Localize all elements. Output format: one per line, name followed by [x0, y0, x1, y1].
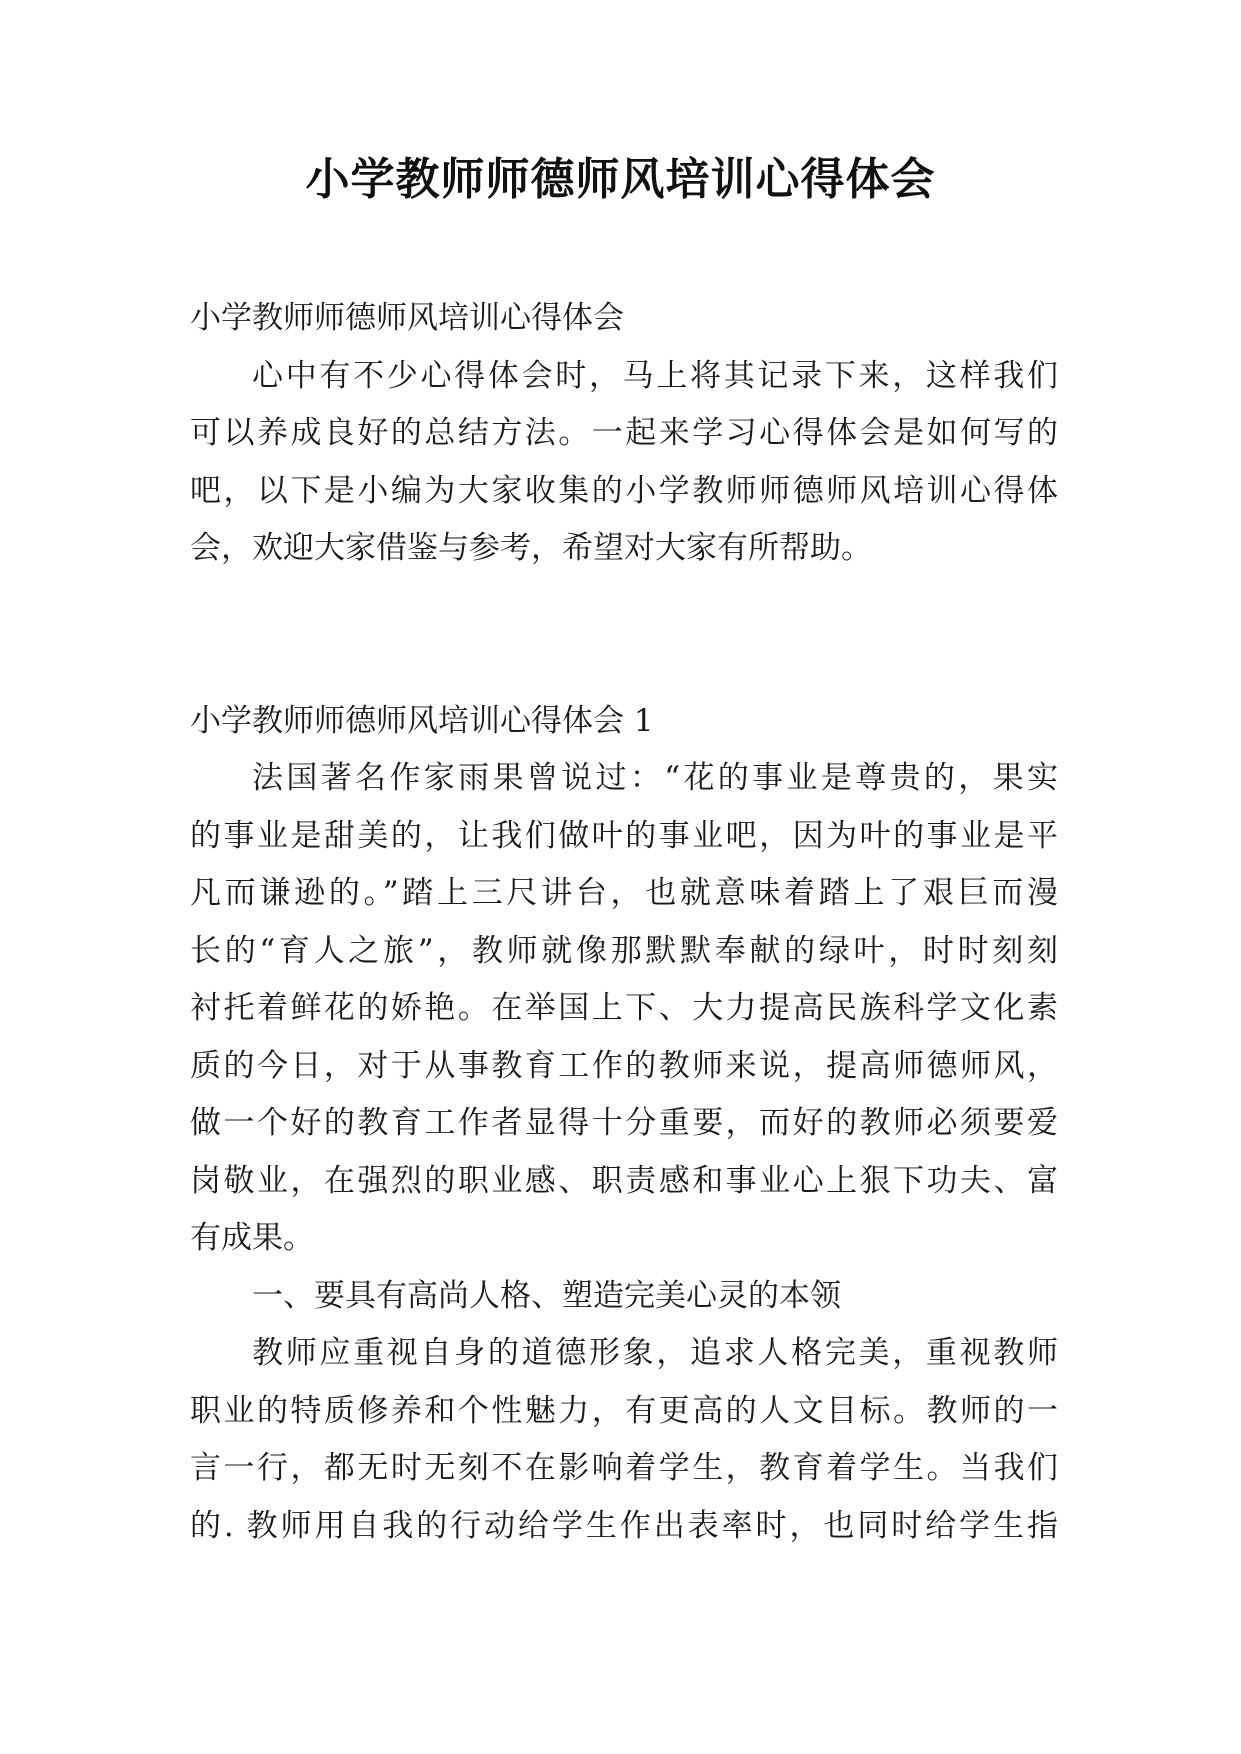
- paragraph-line: 法国著名作家雨果曾说过：“花的事业是尊贵的，果实: [252, 760, 1058, 796]
- intro-heading: 小学教师师德师风培训心得体会: [190, 300, 624, 336]
- section-paragraph-1: [190, 750, 1058, 1268]
- paragraph-line: 教师应重视自身的道德形象，追求人格完美，重视教师: [252, 1335, 1058, 1371]
- paragraph-line: 心中有不少心得体会时，马上将其记录下来，这样我们: [252, 357, 1058, 394]
- paragraph-line: 做一个好的教育工作者显得十分重要，而好的教师必须要爱: [190, 1105, 1058, 1141]
- paragraph-line: 的. 教师用自我的行动给学生作出表率时，也同时给学生指: [190, 1507, 1058, 1544]
- paragraph-line: 长的“育人之旅”，教师就像那默默奉献的绿叶，时时刻刻: [190, 932, 1058, 969]
- paragraph-line: 衬托着鲜花的娇艳。在举国上下、大力提高民族科学文化素: [190, 990, 1058, 1026]
- paragraph-line: 质的今日，对于从事教育工作的教师来说，提高师德师风，: [190, 1047, 1058, 1084]
- paragraph-line: 言一行，都无时无刻不在影响着学生，教育着学生。当我们: [190, 1450, 1058, 1486]
- paragraph-line: 凡而谦逊的。”踏上三尺讲台，也就意味着踏上了艰巨而漫: [190, 875, 1058, 911]
- section-heading: 小学教师师德师风培训心得体会 1: [190, 702, 654, 739]
- section-paragraph-2: [190, 1325, 1058, 1555]
- section-spacer: [190, 578, 1058, 693]
- intro-paragraph: [190, 348, 1058, 578]
- paragraph-line: 岗敬业，在强烈的职业感、职责感和事业心上狠下功夫、富: [190, 1162, 1058, 1199]
- paragraph-line: 吧，以下是小编为大家收集的小学教师师德师风培训心得体: [190, 472, 1058, 509]
- subsection-heading: 一、要具有高尚人格、塑造完美心灵的本领: [252, 1277, 841, 1314]
- paragraph-line: 职业的特质修养和个性魅力，有更高的人文目标。教师的一: [190, 1392, 1058, 1429]
- paragraph-line: 会，欢迎大家借鉴与参考，希望对大家有所帮助。: [190, 530, 872, 566]
- paragraph-line: 可以养成良好的总结方法。一起来学习心得体会是如何写的: [190, 415, 1058, 451]
- paragraph-line: 有成果。: [190, 1220, 314, 1256]
- document-title: 小学教师师德师风培训心得体会: [305, 154, 936, 205]
- paragraph-line: 的事业是甜美的，让我们做叶的事业吧，因为叶的事业是平: [190, 817, 1058, 854]
- document-body: [190, 290, 1058, 1555]
